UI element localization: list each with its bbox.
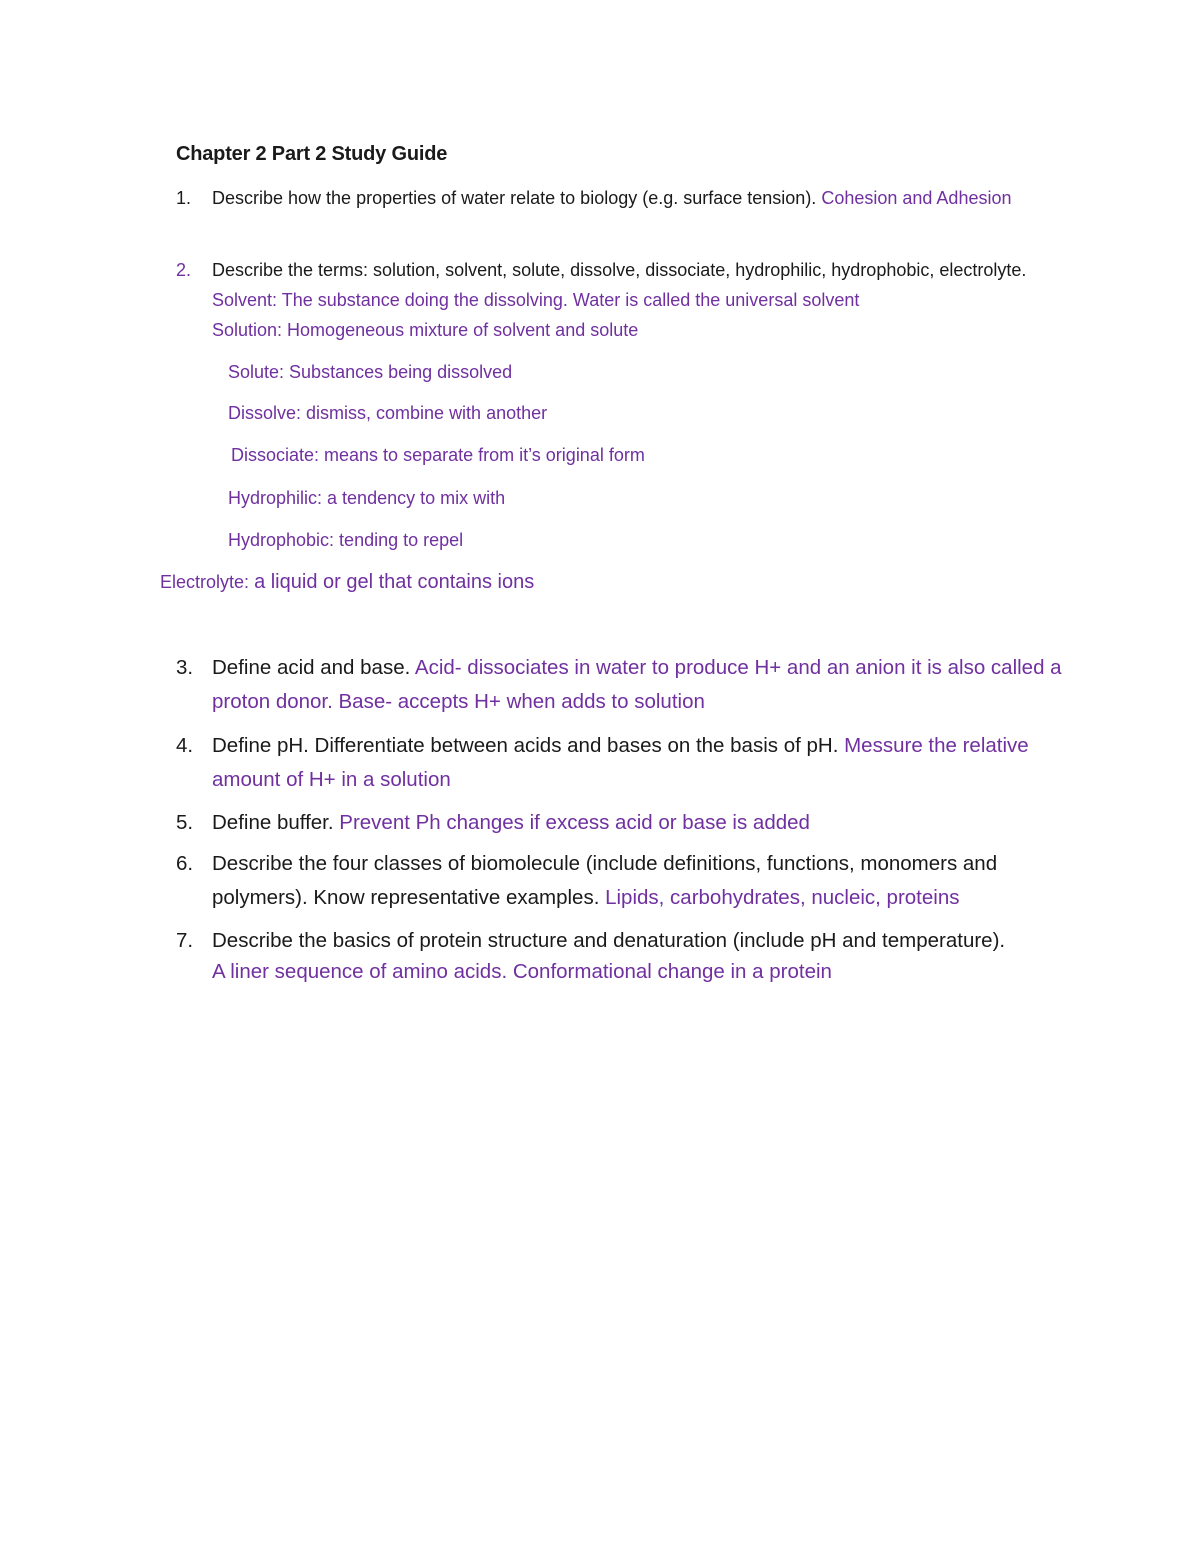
question-body — [212, 806, 1066, 840]
question-number: 4. — [176, 734, 194, 757]
answer-text: Acid- dissociates in water to produce H+ and an anion it is also called a proton donor. Base- accepts H+ when adds to solution — [212, 656, 1062, 713]
question-body — [212, 925, 1066, 987]
definition-hydrophobic: Hydrophobic: tending to repel — [228, 530, 464, 550]
definition-hydrophilic: Hydrophilic: a tendency to mix with — [228, 488, 506, 508]
definition-dissociate: Dissociate: means to separate from it’s original form — [231, 445, 645, 465]
question-number: 1. — [176, 188, 192, 208]
question-body — [212, 729, 1066, 797]
question-5 — [176, 806, 1066, 840]
question-text: Describe the basics of protein structure and denaturation (include pH and temperature). — [212, 929, 1006, 952]
question-number: 7. — [176, 929, 194, 952]
definition-electrolyte — [160, 571, 534, 594]
question-7 — [176, 925, 1066, 987]
question-text: Describe how the properties of water relate to biology (e.g. surface tension). — [212, 188, 817, 208]
definition-solute: Solute: Substances being dissolved — [228, 362, 513, 382]
answer-text: Solvent: The substance doing the dissolving. Water is called the universal solvent — [212, 290, 860, 310]
question-3 — [176, 651, 1066, 719]
question-number: 5. — [176, 811, 194, 834]
question-body — [212, 847, 1066, 915]
question-1 — [176, 183, 1066, 213]
question-4 — [176, 729, 1066, 797]
question-text: Describe the terms: solution, solvent, solute, dissolve, dissociate, hydrophilic, hydrophobic, electrolyte. — [212, 260, 1027, 280]
question-number: 2. — [176, 260, 192, 280]
question-text: Define acid and base. — [212, 656, 411, 679]
question-text: Define buffer. — [212, 811, 334, 834]
answer-text: Messure the relative amount of H+ in a solution — [212, 734, 1029, 791]
question-text: Describe the four classes of biomolecule (include definitions, functions, monomers and polymers). Know representative examples. — [212, 852, 998, 909]
question-body — [212, 651, 1066, 719]
question-body — [212, 255, 1066, 345]
electrolyte-definition: a liquid or gel that contains ions — [254, 571, 535, 593]
answer-text: Prevent Ph changes if excess acid or base is added — [339, 811, 810, 834]
definition-dissolve: Dissolve: dismiss, combine with another — [228, 403, 548, 423]
question-text: Define pH. Differentiate between acids and bases on the basis of pH. — [212, 734, 839, 757]
electrolyte-term: Electrolyte: — [160, 572, 250, 592]
answer-text: A liner sequence of amino acids. Conformational change in a protein — [212, 960, 832, 983]
question-6 — [176, 847, 1066, 915]
answer-text: Cohesion and Adhesion — [821, 188, 1012, 208]
question-body — [212, 183, 1066, 213]
question-number: 3. — [176, 656, 194, 679]
answer-text: Solution: Homogeneous mixture of solvent and solute — [212, 320, 639, 340]
question-2 — [176, 255, 1066, 345]
question-number: 6. — [176, 852, 194, 875]
answer-text: Lipids, carbohydrates, nucleic, proteins — [605, 886, 960, 909]
page-title: Chapter 2 Part 2 Study Guide — [176, 143, 448, 165]
